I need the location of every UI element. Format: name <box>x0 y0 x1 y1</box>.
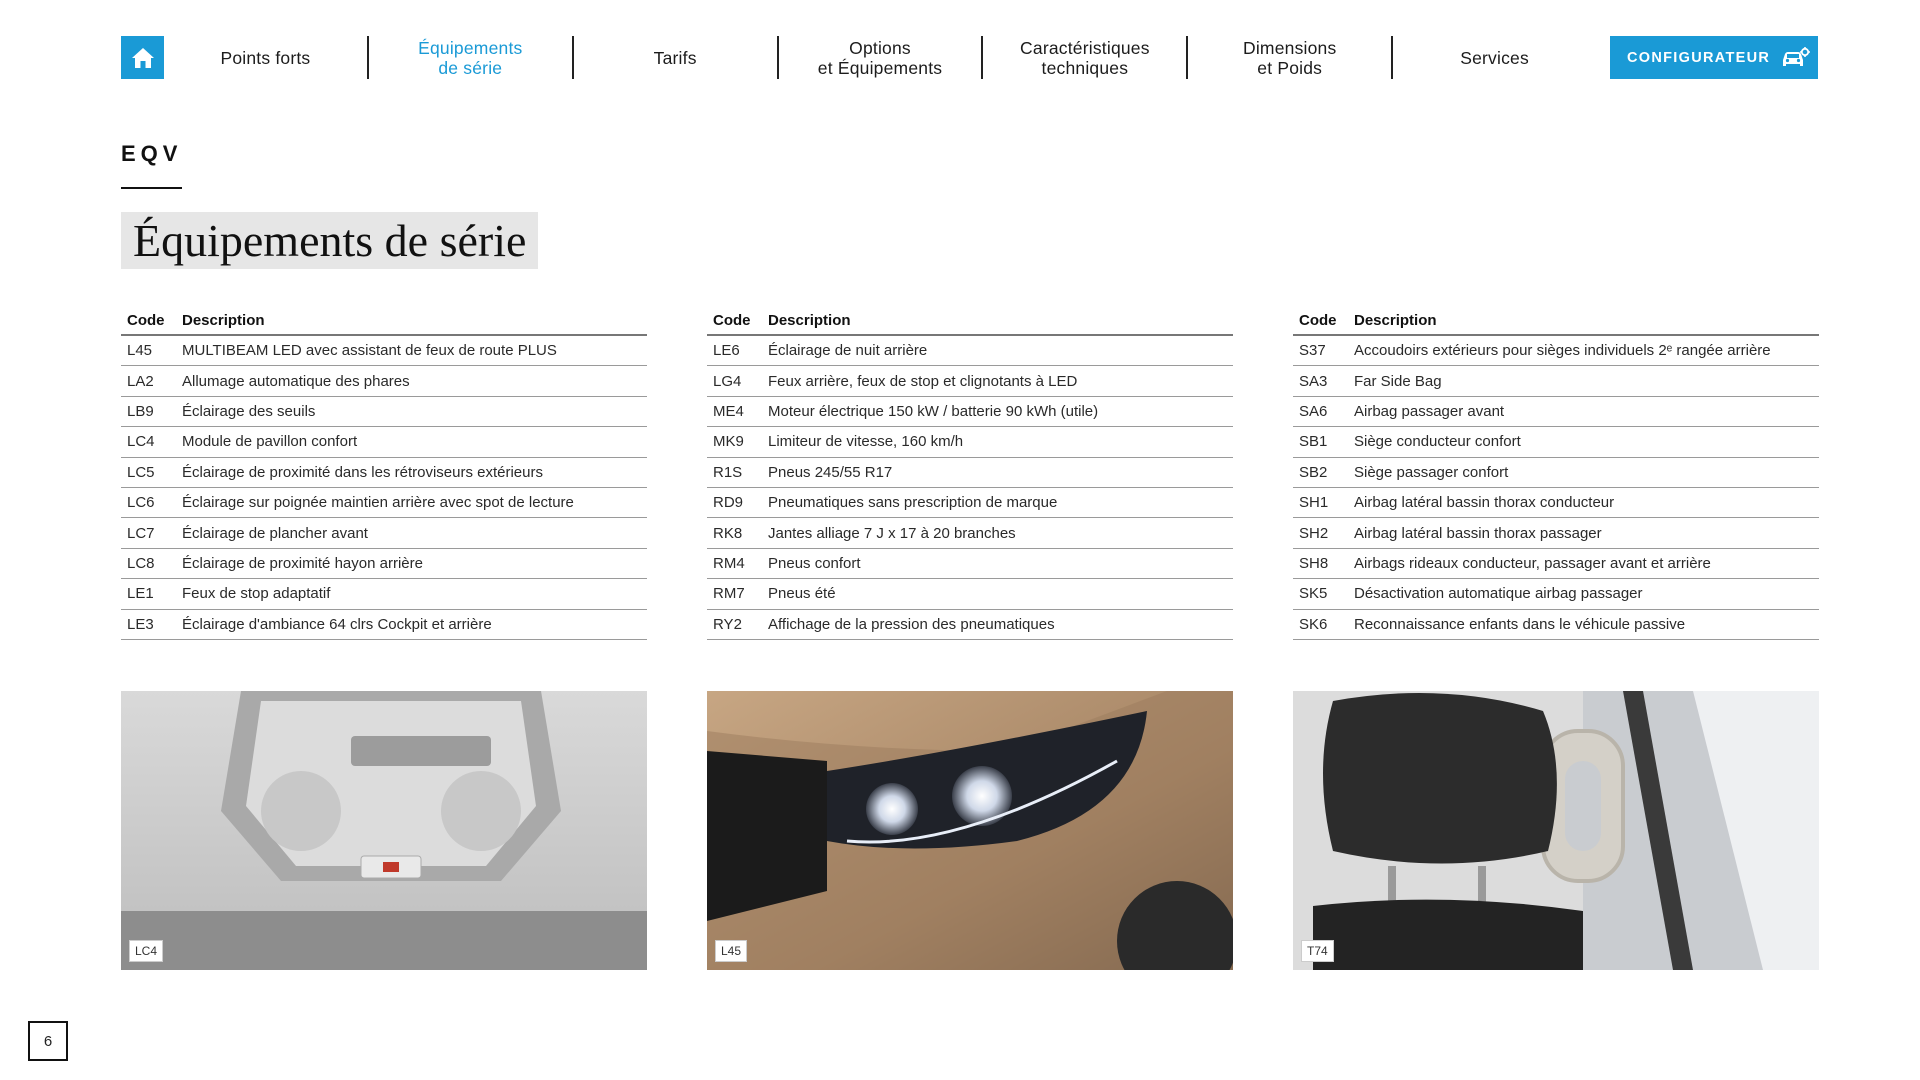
nav-caracteristiques-techniques[interactable]: Caractéristiques techniques <box>1020 37 1150 78</box>
row-code: LE3 <box>127 615 154 633</box>
row-description: Éclairage des seuils <box>182 402 316 420</box>
photo-headlight <box>707 691 1233 970</box>
row-description: MULTIBEAM LED avec assistant de feux de route PLUS <box>182 342 557 360</box>
row-description: Siège conducteur confort <box>1354 433 1521 451</box>
configurator-label: CONFIGURATEUR <box>1627 49 1771 66</box>
table-row <box>121 488 647 518</box>
row-description: Limiteur de vitesse, 160 km/h <box>768 433 964 451</box>
row-description: Pneus été <box>768 585 836 603</box>
row-code: LC8 <box>127 554 155 572</box>
row-code: LA2 <box>127 372 154 390</box>
row-description: Module de pavillon confort <box>182 433 358 451</box>
nav-tarifs[interactable]: Tarifs <box>653 47 697 68</box>
row-description: Allumage automatique des phares <box>182 372 410 390</box>
table-row <box>121 518 647 548</box>
photo-code-tag: T74 <box>1301 940 1334 962</box>
top-navigation <box>121 36 1818 79</box>
description-header: Description <box>768 311 851 329</box>
home-button[interactable] <box>121 36 164 79</box>
nav-dimensions-poids[interactable]: Dimensions et Poids <box>1243 37 1337 78</box>
row-code: LG4 <box>713 372 742 390</box>
row-code: L45 <box>127 342 153 360</box>
photo-code-tag: LC4 <box>129 940 163 962</box>
table-row <box>707 366 1233 396</box>
car-config-icon <box>1780 46 1810 70</box>
row-description: Airbags rideaux conducteur, passager avant et arrière <box>1354 554 1711 572</box>
row-code: RD9 <box>713 494 744 512</box>
table-header <box>121 306 647 336</box>
nav-options-equipements[interactable]: Options et Équipements <box>817 37 943 78</box>
row-description: Affichage de la pression des pneumatiques <box>768 615 1055 633</box>
home-icon <box>131 47 155 69</box>
row-code: S37 <box>1299 342 1326 360</box>
row-description: Far Side Bag <box>1354 372 1442 390</box>
row-description: Airbag passager avant <box>1354 402 1505 420</box>
table-row <box>707 610 1233 640</box>
table-row <box>121 610 647 640</box>
row-description: Feux de stop adaptatif <box>182 585 331 603</box>
row-description: Éclairage de proximité hayon arrière <box>182 554 423 572</box>
table-row <box>121 427 647 457</box>
row-code: SK6 <box>1299 615 1328 633</box>
row-description: Moteur électrique 150 kW / batterie 90 kWh (utile) <box>768 402 1099 420</box>
row-code: LE1 <box>127 585 154 603</box>
table-row <box>1293 397 1819 427</box>
table-row <box>707 336 1233 366</box>
row-code: LC6 <box>127 494 155 512</box>
table-row <box>1293 336 1819 366</box>
row-code: LC5 <box>127 463 155 481</box>
row-code: RK8 <box>713 524 743 542</box>
row-description: Pneus 245/55 R17 <box>768 463 893 481</box>
row-code: SB2 <box>1299 463 1328 481</box>
equipment-table-2 <box>707 306 1233 640</box>
table-row <box>707 488 1233 518</box>
row-description: Airbag latéral bassin thorax conducteur <box>1354 494 1615 512</box>
row-code: LC7 <box>127 524 155 542</box>
table-header <box>1293 306 1819 336</box>
table-row <box>707 549 1233 579</box>
row-code: LC4 <box>127 433 155 451</box>
table-row <box>121 579 647 609</box>
page-title: Équipements de série <box>121 212 538 269</box>
row-code: RM4 <box>713 554 745 572</box>
row-code: SB1 <box>1299 433 1328 451</box>
table-row <box>1293 427 1819 457</box>
table-row <box>121 549 647 579</box>
photo-code-tag: L45 <box>715 940 747 962</box>
row-code: R1S <box>713 463 743 481</box>
equipment-table-1 <box>121 306 647 640</box>
photo-roof-module <box>121 691 647 970</box>
row-code: SA6 <box>1299 402 1328 420</box>
row-code: LB9 <box>127 402 154 420</box>
row-description: Accoudoirs extérieurs pour sièges individuels 2ᵉ rangée arrière <box>1354 342 1771 360</box>
table-row <box>1293 549 1819 579</box>
row-description: Airbag latéral bassin thorax passager <box>1354 524 1602 542</box>
row-description: Pneus confort <box>768 554 861 572</box>
row-description: Reconnaissance enfants dans le véhicule passive <box>1354 615 1686 633</box>
row-code: MK9 <box>713 433 744 451</box>
row-description: Éclairage d'ambiance 64 clrs Cockpit et arrière <box>182 615 492 633</box>
row-code: SA3 <box>1299 372 1328 390</box>
row-description: Désactivation automatique airbag passager <box>1354 585 1643 603</box>
table-row <box>121 366 647 396</box>
model-underline <box>121 187 182 189</box>
table-row <box>1293 518 1819 548</box>
table-row <box>1293 458 1819 488</box>
model-name: EQV <box>121 141 183 166</box>
row-code: SH8 <box>1299 554 1329 572</box>
description-header: Description <box>1354 311 1437 329</box>
code-header: Code <box>713 311 751 329</box>
equipment-table-3 <box>1293 306 1819 640</box>
row-description: Feux arrière, feux de stop et clignotants à LED <box>768 372 1078 390</box>
row-description: Éclairage de plancher avant <box>182 524 368 542</box>
table-row <box>1293 366 1819 396</box>
table-row <box>1293 579 1819 609</box>
row-code: LE6 <box>713 342 740 360</box>
table-row <box>707 518 1233 548</box>
table-row <box>1293 610 1819 640</box>
code-header: Code <box>1299 311 1337 329</box>
nav-points-forts[interactable]: Points forts <box>220 47 311 68</box>
row-code: ME4 <box>713 402 744 420</box>
photo-seat <box>1293 691 1819 970</box>
row-description: Éclairage de proximité dans les rétroviseurs extérieurs <box>182 463 543 481</box>
configurator-button[interactable] <box>1610 36 1818 79</box>
row-description: Éclairage sur poignée maintien arrière avec spot de lecture <box>182 494 574 512</box>
row-code: SK5 <box>1299 585 1328 603</box>
row-code: RM7 <box>713 585 745 603</box>
row-description: Siège passager confort <box>1354 463 1509 481</box>
row-code: RY2 <box>713 615 742 633</box>
nav-services[interactable]: Services <box>1460 47 1529 68</box>
row-code: SH1 <box>1299 494 1329 512</box>
row-code: SH2 <box>1299 524 1329 542</box>
row-description: Éclairage de nuit arrière <box>768 342 928 360</box>
table-row <box>707 397 1233 427</box>
row-description: Pneumatiques sans prescription de marque <box>768 494 1058 512</box>
page-number: 6 <box>28 1021 68 1061</box>
table-row <box>121 458 647 488</box>
table-row <box>1293 488 1819 518</box>
row-description: Jantes alliage 7 J x 17 à 20 branches <box>768 524 1016 542</box>
code-header: Code <box>127 311 165 329</box>
table-row <box>121 397 647 427</box>
description-header: Description <box>182 311 265 329</box>
table-row <box>707 427 1233 457</box>
table-header <box>707 306 1233 336</box>
table-row <box>121 336 647 366</box>
table-row <box>707 458 1233 488</box>
table-row <box>707 579 1233 609</box>
nav-equipements-de-serie[interactable]: Équipements de série <box>418 37 523 78</box>
